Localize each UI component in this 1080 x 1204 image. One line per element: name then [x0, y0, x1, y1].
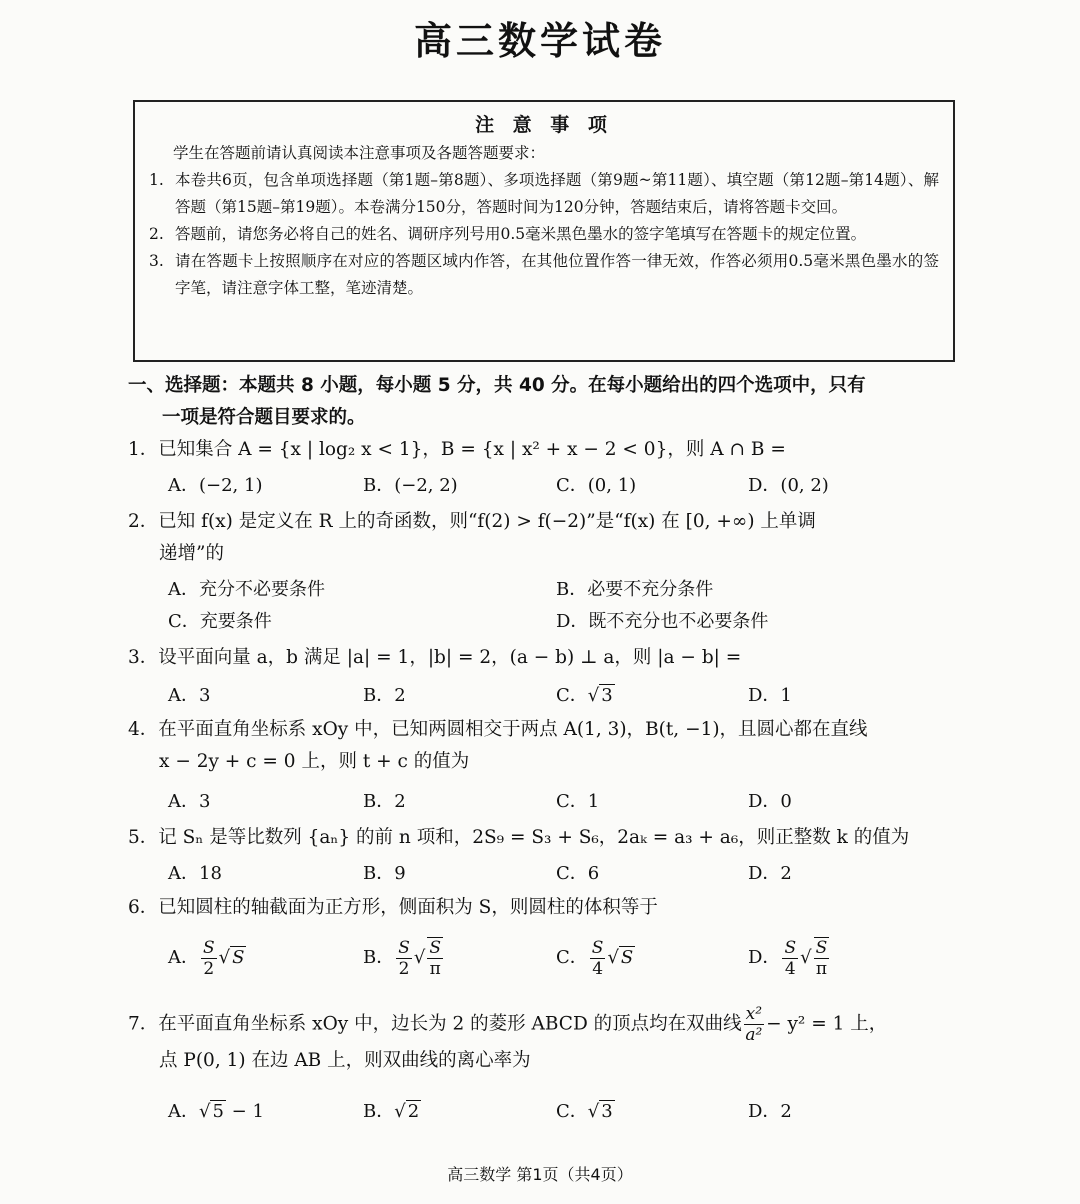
fraction-denominator: a²: [745, 1025, 763, 1045]
sqrt-radicand: 5: [212, 1101, 224, 1122]
option-c: [556, 680, 615, 712]
option-c-label: C．: [556, 1101, 588, 1122]
option-a: [168, 1096, 264, 1128]
question-6-options: [168, 934, 968, 982]
fraction-denominator: 2: [398, 958, 410, 979]
option-a-label: A．: [168, 1101, 199, 1122]
option-b: B．必要不充分条件: [556, 579, 714, 600]
option-c: [556, 934, 635, 982]
question-6-stem: 6．已知圆柱的轴截面为正方形，侧面积为 S，则圆柱的体积等于: [128, 897, 658, 918]
question-7-stem: [128, 1004, 958, 1045]
notice-item: [149, 221, 939, 248]
option-a: A．3: [168, 791, 211, 812]
question-1-options: [168, 470, 968, 502]
sqrt-radicand: 3: [601, 685, 613, 706]
fraction-denominator: 2: [203, 958, 215, 979]
option-d: [748, 934, 831, 982]
section-line-1: 一、选择题：本题共 8 小题，每小题 5 分，共 40 分。在每小题给出的四个选项中，只有: [128, 375, 866, 396]
question-1-stem: 1．已知集合 A = {x | log₂ x < 1}，B = {x | x² + x − 2 < 0}，则 A ∩ B =: [128, 439, 786, 460]
section-heading: [128, 370, 953, 434]
notice-item-number: 2.: [149, 225, 164, 243]
question-3-options: [168, 680, 968, 712]
notice-item-text: 本卷共6页，包含单项选择题（第1题–第8题）、多项选择题（第9题~第11题）、填空题（第12题–第14题）、解答题（第15题–第19题）。本卷满分150分，答题时间为120分钟，答题结束后，请将答题卡交回。: [175, 171, 939, 216]
question-4-stem-cont: x − 2y + c = 0 上，则 t + c 的值为: [159, 751, 470, 772]
question-3-stem: 3．设平面向量 a，b 满足 |a| = 1，|b| = 2，(a − b) ⊥ a，则 |a − b| =: [128, 647, 742, 668]
sqrt-radicand: S: [232, 947, 245, 968]
option-a-tail: − 1: [225, 1101, 264, 1122]
question-7-options: [168, 1096, 968, 1128]
section-line-2: 一项是符合题目要求的。: [162, 407, 366, 428]
question-2-options-row2: [168, 606, 968, 638]
question-3: [128, 642, 958, 674]
option-a: [168, 934, 246, 982]
question-1: [128, 434, 958, 466]
notice-item-text: 请在答题卡上按照顺序在对应的答题区域内作答，在其他位置作答一律无效，作答必须用0.5毫米黑色墨水的签字笔，请注意字体工整，笔迹清楚。: [175, 252, 939, 297]
option-d-label: D．: [748, 947, 781, 968]
option-c: C．6: [556, 863, 600, 884]
notice-item-number: 1.: [149, 171, 164, 189]
option-a: A．(−2, 1): [168, 475, 263, 496]
question-4: [128, 714, 958, 778]
option-b: [363, 1096, 421, 1128]
option-b: B．2: [363, 685, 406, 706]
question-5-stem: 5．记 Sₙ 是等比数列 {aₙ} 的前 n 项和，2S₉ = S₃ + S₆，2aₖ = a₃ + a₆，则正整数 k 的值为: [128, 827, 910, 848]
fraction-denominator: 4: [784, 958, 796, 979]
fraction-numerator: S: [784, 937, 797, 958]
option-b: [363, 934, 445, 982]
page-footer: 高三数学 第1页（共4页）: [447, 1165, 633, 1184]
question-7: [128, 1004, 958, 1077]
fraction-numerator: x²: [745, 1004, 763, 1024]
notice-item-number: 3.: [149, 252, 164, 270]
sqrt-expression: √ 2: [394, 1101, 420, 1122]
option-b: B．9: [363, 863, 406, 884]
fraction: [201, 938, 217, 979]
option-c: C．(0, 1): [556, 475, 637, 496]
sqrt-expression: √ 5: [199, 1101, 224, 1122]
sqrt-radicand: 3: [601, 1101, 613, 1122]
option-a: A．18: [168, 863, 222, 884]
sqrt-expression: √ S: [218, 947, 245, 968]
notice-heading: 注 意 事 项: [475, 114, 613, 136]
option-c: C．充要条件: [168, 611, 272, 632]
option-d: D．既不充分也不必要条件: [556, 611, 769, 632]
question-7-stem-cont: 点 P(0, 1) 在边 AB 上，则双曲线的离心率为: [159, 1050, 531, 1071]
option-d: D．2: [748, 863, 792, 884]
sqrt-expression: √ $\frac{S}{\pi}$: [800, 938, 828, 979]
notice-item: [149, 167, 939, 221]
option-b: B．(−2, 2): [363, 475, 458, 496]
sqrt-expression: √ $\frac{S}{\pi}$: [413, 938, 442, 979]
question-5: [128, 822, 958, 854]
fraction-numerator: S: [429, 938, 442, 958]
question-7-stem-a: 7．在平面直角坐标系 xOy 中，边长为 2 的菱形 ABCD 的顶点均在双曲线: [128, 1013, 742, 1035]
notice-item: [149, 248, 939, 302]
fraction-numerator: S: [591, 937, 604, 958]
fraction: [744, 1004, 764, 1045]
exam-title: 高三数学试卷: [413, 19, 666, 63]
option-b: B．2: [363, 791, 406, 812]
fraction-numerator: S: [398, 937, 410, 958]
fraction-denominator: π: [815, 959, 827, 979]
option-d: D．2: [748, 1101, 792, 1122]
question-2-stem-cont: 递增”的: [159, 543, 224, 564]
sqrt-fraction: [427, 937, 443, 979]
sqrt-radicand: 2: [407, 1101, 420, 1122]
notice-intro: 学生在答题前请认真阅读本注意事项及各题答题要求：: [173, 144, 546, 162]
sqrt-expression: √ S: [607, 947, 634, 968]
sqrt-expression: √ 3: [587, 1101, 613, 1122]
option-a: A．3: [168, 685, 211, 706]
fraction: [590, 938, 606, 979]
question-7-stem-b: − y² = 1 上，: [766, 1013, 888, 1035]
option-c: C．1: [556, 791, 600, 812]
option-d: D．(0, 2): [748, 475, 829, 496]
option-b-label: B．: [363, 947, 395, 968]
question-4-stem: 4．在平面直角坐标系 xOy 中，已知两圆相交于两点 A(1, 3)，B(t, −1)，且圆心都在直线: [128, 719, 868, 740]
option-c: [556, 1096, 615, 1128]
fraction: [396, 938, 412, 979]
option-a-label: A．: [168, 947, 199, 968]
question-2: [128, 506, 958, 570]
option-c-label: C．: [556, 685, 588, 706]
question-4-options: [168, 786, 968, 818]
option-c-label: C．: [556, 947, 588, 968]
sqrt-fraction: [814, 937, 830, 979]
fraction-numerator: S: [815, 938, 828, 958]
question-2-options-row1: [168, 574, 968, 606]
question-2-stem: 2．已知 f(x) 是定义在 R 上的奇函数，则“f(2) > f(−2)”是“f(x) 在 [0, +∞) 上单调: [128, 511, 816, 532]
notice-box: [133, 100, 955, 362]
notice-item-text: 答题前，请您务必将自己的姓名、调研序列号用0.5毫米黑色墨水的签字笔填写在答题卡的规定位置。: [175, 225, 867, 243]
fraction-denominator: 4: [592, 958, 604, 979]
question-6: [128, 892, 958, 924]
fraction-denominator: π: [429, 959, 441, 979]
question-5-options: [168, 858, 968, 890]
option-a: A．充分不必要条件: [168, 579, 325, 600]
fraction: [782, 938, 798, 979]
sqrt-radicand: S: [620, 947, 634, 968]
option-d: D．1: [748, 685, 792, 706]
sqrt-expression: √ 3: [587, 685, 613, 706]
fraction-numerator: S: [203, 937, 215, 958]
option-b-label: B．: [363, 1101, 395, 1122]
option-d: D．0: [748, 791, 792, 812]
